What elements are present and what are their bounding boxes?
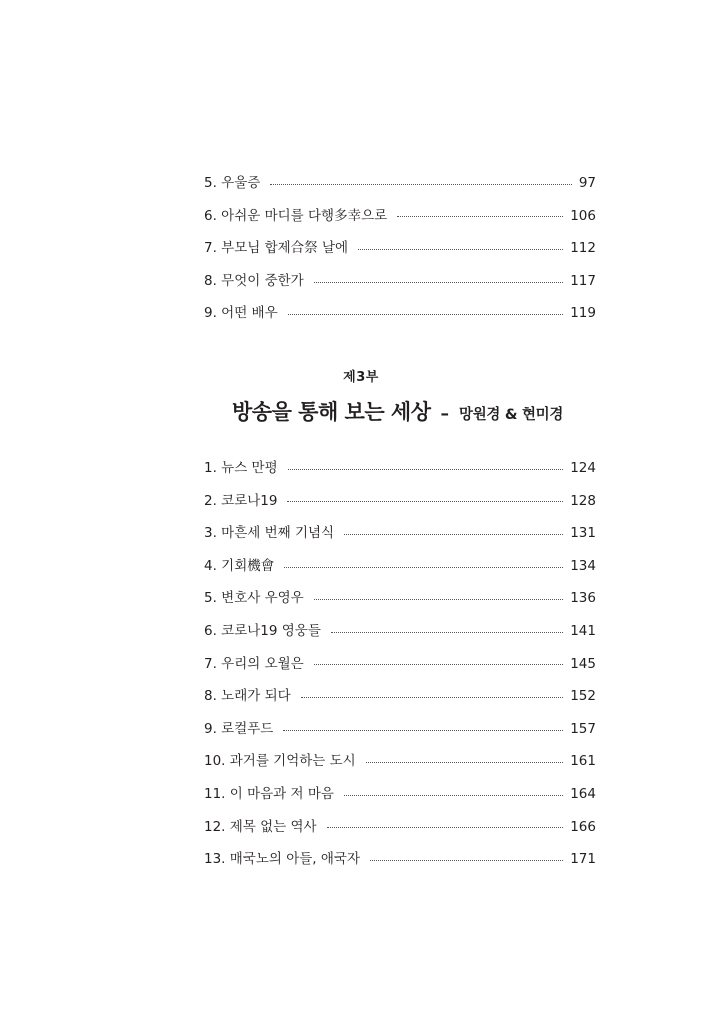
toc-entry	[204, 517, 596, 550]
toc-entry-page: 112	[570, 240, 596, 257]
toc-entry	[204, 615, 596, 648]
toc-entry-title: 9. 로컬푸드	[204, 720, 274, 737]
toc-entry	[204, 167, 596, 200]
toc-list-part3	[204, 452, 596, 876]
toc-entry-title: 6. 코로나19 영웅들	[204, 622, 321, 639]
toc-entry-title: 8. 무엇이 중한가	[204, 272, 304, 289]
leader-dots	[288, 314, 564, 315]
toc-list-part2-tail	[204, 167, 596, 330]
part-title: 방송을 통해 보는 세상	[232, 400, 431, 424]
toc-entry	[204, 811, 596, 844]
toc-entry-title: 5. 우울증	[204, 175, 261, 191]
toc-entry	[204, 452, 596, 485]
part-dash: –	[440, 404, 450, 424]
toc-entry-page: 106	[570, 207, 596, 224]
toc-entry-page: 131	[570, 525, 596, 542]
part-heading	[232, 396, 602, 426]
toc-entry-title: 9. 어떤 배우	[204, 305, 278, 322]
leader-dots	[288, 469, 564, 470]
toc-entry-title: 12. 제목 없는 역사	[204, 818, 317, 835]
toc-entry-page: 141	[570, 622, 596, 639]
part-authors: 망원경 & 현미경	[459, 407, 564, 423]
leader-dots	[314, 664, 564, 665]
leader-dots	[344, 534, 563, 535]
leader-dots	[327, 827, 564, 828]
toc-entry-page: 166	[570, 818, 596, 835]
toc-entry	[204, 232, 596, 265]
toc-entry	[204, 200, 596, 233]
toc-entry-title: 3. 마흔세 번째 기념식	[204, 525, 335, 542]
toc-entry	[204, 485, 596, 518]
toc-entry-page: 152	[570, 688, 596, 705]
leader-dots	[397, 216, 563, 217]
toc-entry	[204, 582, 596, 615]
leader-dots	[366, 762, 564, 763]
toc-entry-title: 11. 이 마음과 저 마음	[204, 785, 334, 802]
toc-entry-title: 2. 코로나19	[204, 492, 278, 509]
toc-entry-page: 97	[578, 175, 596, 191]
toc-entry-title: 8. 노래가 되다	[204, 688, 291, 705]
leader-dots	[370, 860, 563, 861]
leader-dots	[284, 567, 563, 568]
toc-entry-page: 136	[570, 590, 596, 607]
toc-entry	[204, 843, 596, 876]
toc-entry-title: 7. 우리의 오월은	[204, 655, 304, 672]
toc-entry-page: 124	[570, 460, 596, 476]
leader-dots	[301, 697, 564, 698]
toc-entry-title: 13. 매국노의 아들, 애국자	[204, 851, 361, 868]
toc-entry-title: 4. 기회機會	[204, 557, 275, 574]
toc-entry	[204, 550, 596, 583]
toc-entry-page: 119	[570, 305, 596, 322]
toc-entry-title: 6. 아쉬운 마디를 다행多幸으로	[204, 207, 388, 224]
toc-entry-page: 134	[570, 557, 596, 574]
leader-dots	[358, 249, 563, 250]
toc-entry-page: 145	[570, 655, 596, 672]
leader-dots	[344, 795, 563, 796]
toc-entry	[204, 648, 596, 681]
leader-dots	[314, 599, 564, 600]
leader-dots	[270, 184, 572, 185]
toc-entry-title: 7. 부모님 합제合祭 날에	[204, 240, 349, 257]
toc-entry-title: 5. 변호사 우영우	[204, 590, 304, 607]
toc-entry-page: 171	[570, 851, 596, 868]
toc-entry	[204, 297, 596, 330]
part-label: 제3부	[343, 370, 379, 385]
toc-entry	[204, 713, 596, 746]
toc-entry-title: 1. 뉴스 만평	[204, 460, 278, 476]
leader-dots	[287, 501, 563, 502]
toc-entry	[204, 680, 596, 713]
toc-entry-page: 161	[570, 753, 596, 770]
toc-entry-page: 128	[570, 492, 596, 509]
toc-entry-page: 117	[570, 272, 596, 289]
toc-entry-page: 164	[570, 785, 596, 802]
leader-dots	[331, 632, 563, 633]
toc-entry	[204, 778, 596, 811]
toc-entry	[204, 745, 596, 778]
toc-entry	[204, 265, 596, 298]
leader-dots	[314, 282, 564, 283]
leader-dots	[283, 730, 563, 731]
toc-entry-page: 157	[570, 720, 596, 737]
toc-entry-title: 10. 과거를 기억하는 도시	[204, 753, 356, 770]
